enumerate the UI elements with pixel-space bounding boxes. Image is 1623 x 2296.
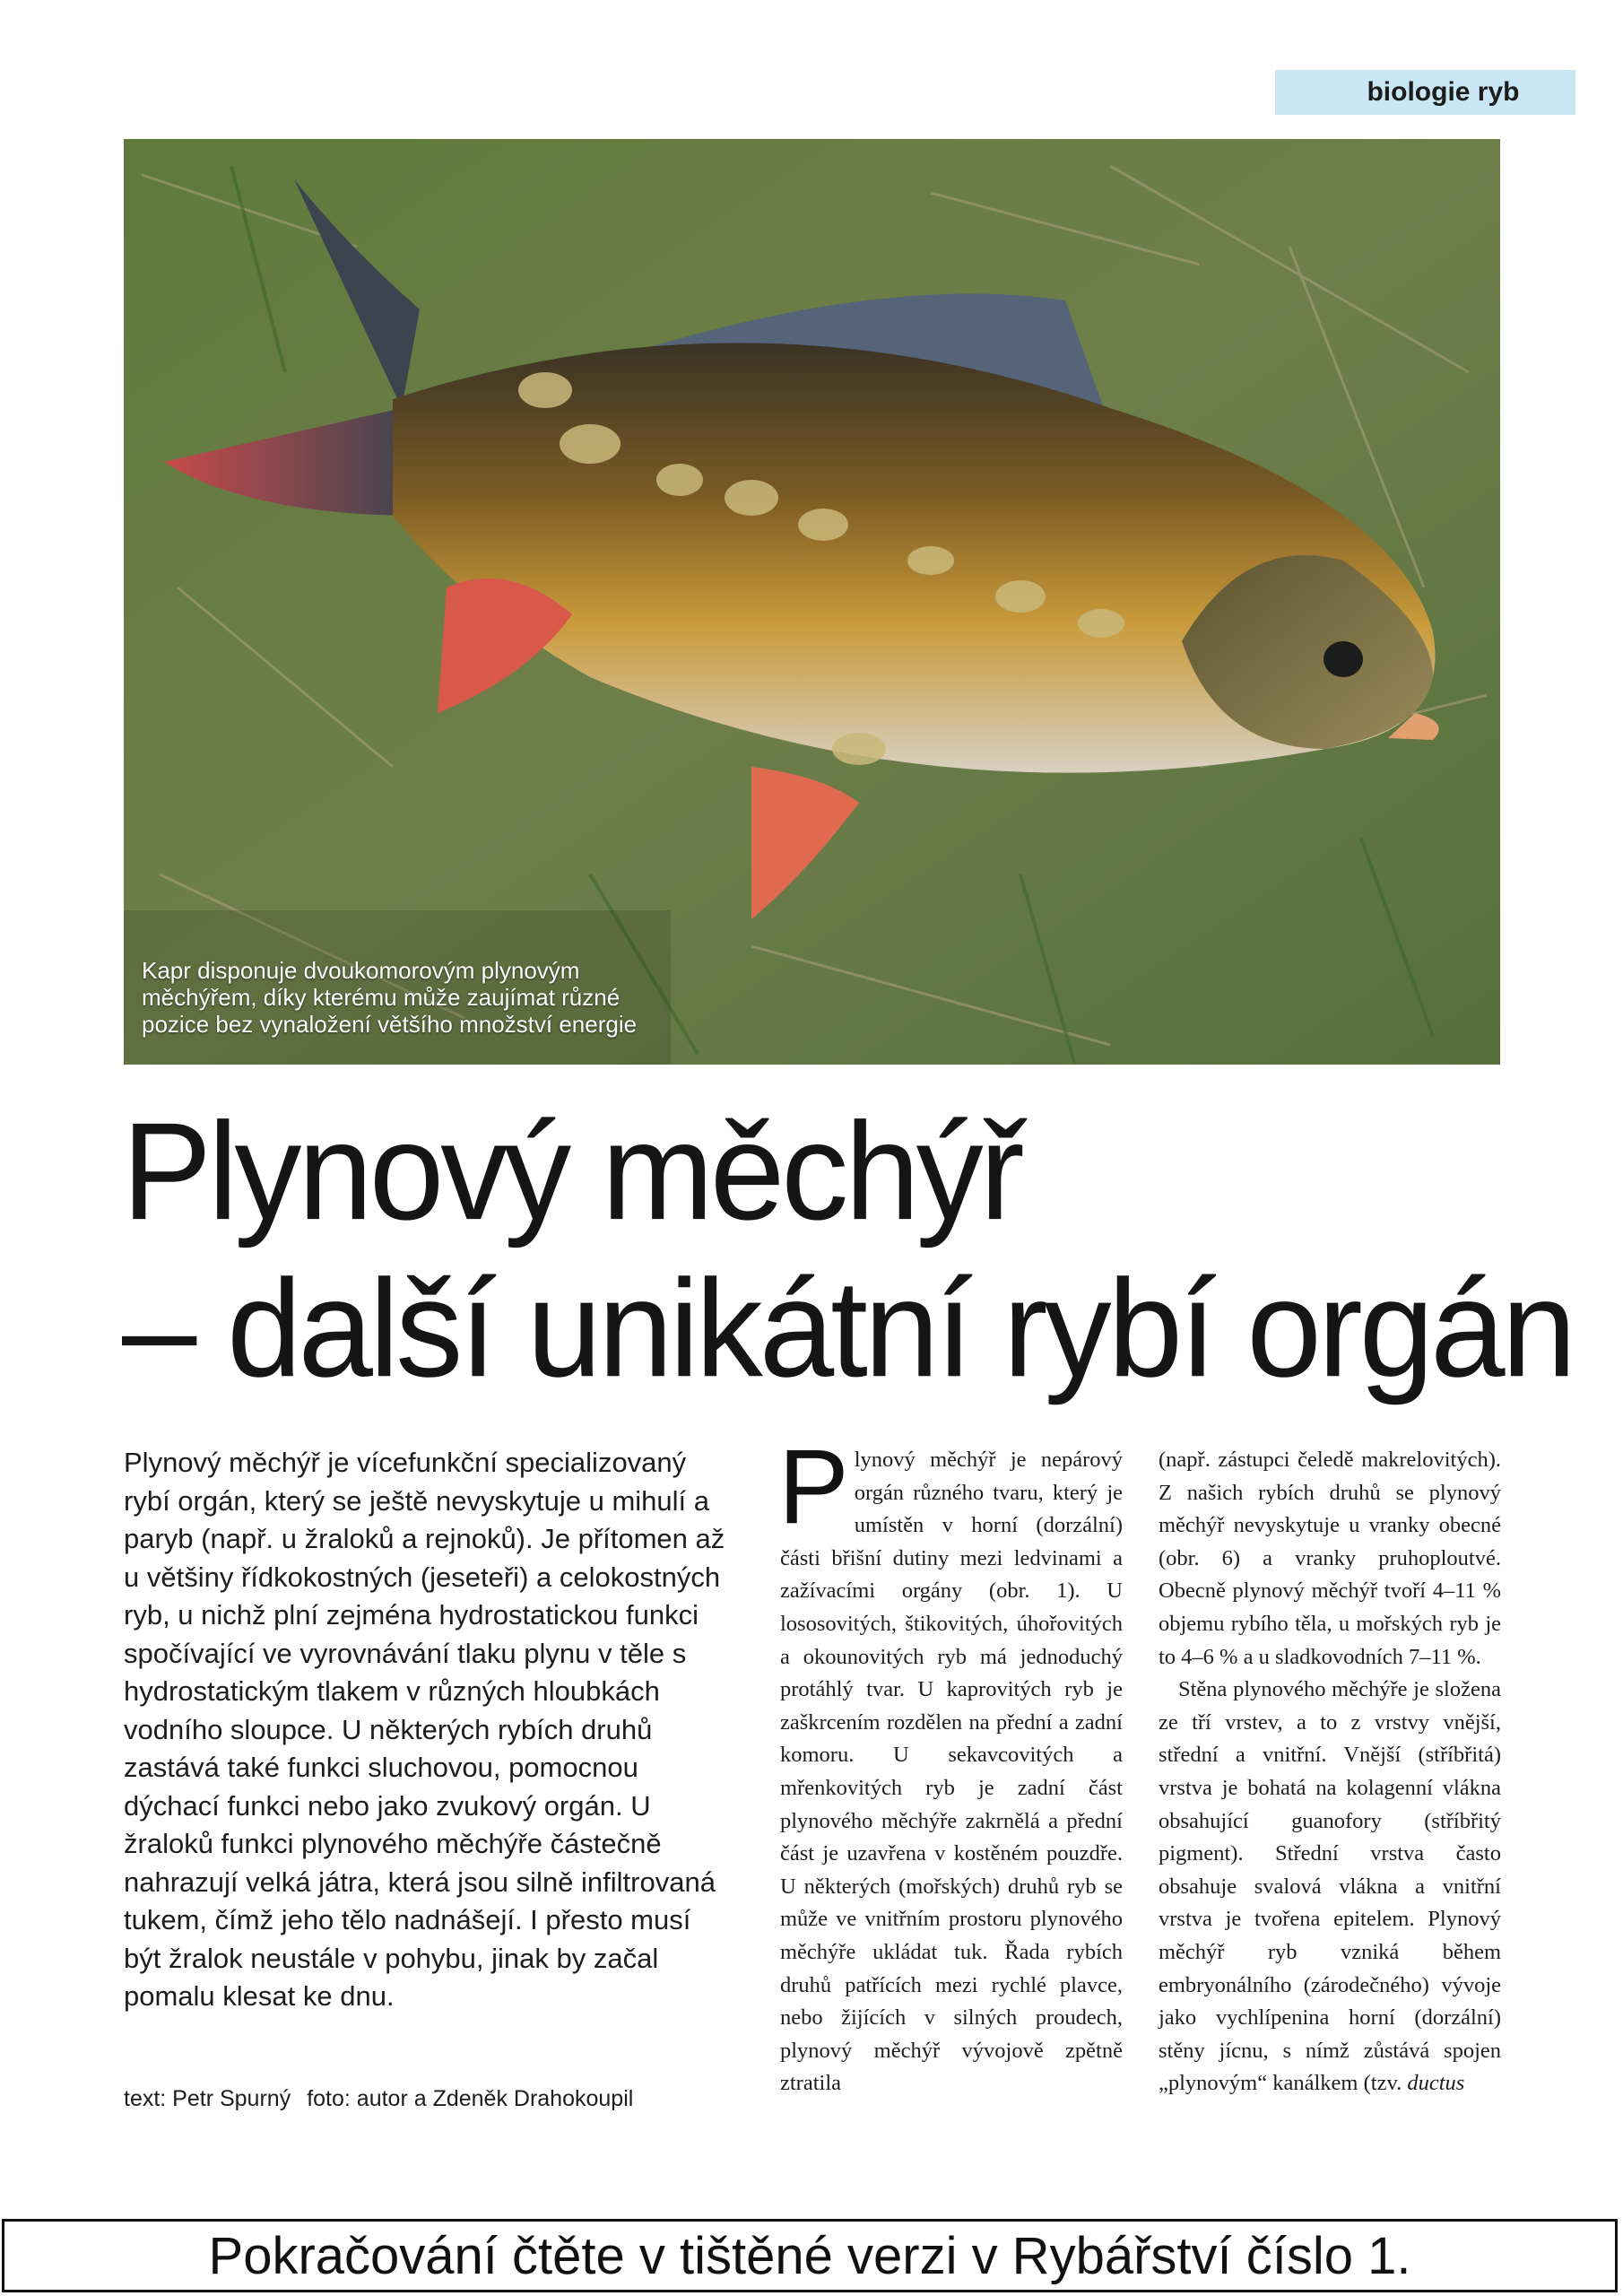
body-text-1: lynový měchýř je nepárový orgán různého tvaru, který je umístěn v horní (dorzální) části břišní dutiny mezi ledvinami a zažívacími orgány (obr. 1). U lososovitých, štikovitých, úhořovitých a okounovitých ryb má jednoduchý protáhlý tvar. U kaprovitých ryb je zaškrcením rozdělen na přední a zadní komoru. U sekavcovitých a mřenkovitých ryb je zadní část plynového měchýře zakrnělá a přední část je uzavřena v kostěném pouzdře. U některých (mořských) druhů ryb se může ve vnitřním prostoru plynového měchýře ukládat tuk. Řada rybích druhů patřících mezi rychlé plavce, nebo žijících v silných proudech, plynový měchýř vývojově zpětně ztratila [780, 1448, 1123, 2096]
body-paragraph-2a: (např. zástupci čeledě makrelovitých). Z našich rybích druhů se plynový měchýř nevyskytuje u vranky obecné (obr. 6) a vranky pruhoploutvé. Obecně plynový měchýř tvoří 4–11 % objemu rybího těla, u mořských ryb je to 4–6 % a u sladkovodních 7–11 %. [1159, 1448, 1501, 1669]
drop-cap: P [778, 1428, 849, 1546]
photo-credit: foto: autor a Zdeněk Drahokoupil [307, 2086, 634, 2111]
body-column-1 [778, 1428, 1123, 2100]
headline-line-2: – další unikátní rybí orgán [122, 1250, 1574, 1406]
credits [124, 2086, 751, 2112]
text-credit: text: Petr Spurný [124, 2086, 291, 2111]
article-headline [122, 1092, 1574, 1406]
body-paragraph-2b [1159, 1674, 1501, 2100]
carp-illustration [124, 139, 1500, 1065]
body-text-2b: Stěna plynového měchýře je složena ze tří vrstev, a to z vrstvy vnější, střední a vnitřní. Vnější (stříbřitá) vrstva je bohatá na kolagenní vlákna obsahující guanofory (stříbřitý pigment). Střední vrstva často obsahuje svalová vlákna a vnitřní vrstva je tvořena epitelem. Plynový měchýř ryb vzniká během embryonálního (zárodečného) vývoje jako vychlípenina horní (dorzální) stěny jícnu, s nímž zůstává spojen „plynovým“ kanálkem (tzv. [1159, 1677, 1501, 2096]
photo-caption: Kapr disponuje dvoukomorovým plynovým měchýřem, díky kterému může zaujímat různé pozice bez vynaložení většího množství energie [142, 957, 638, 1038]
section-tag: biologie ryb [1275, 70, 1575, 115]
lead-paragraph: Plynový měchýř je vícefunkční specializovaný rybí orgán, který se ještě nevyskytuje u mihulí a paryb (např. u žraloků a rejnoků). Je přítomen až u většiny řídkokostných (jeseteři) a celokostných ryb, u nichž plní zejména hydrostatickou funkci spočívající ve vyrovnávání tlaku plynu v těle s hydrostatickým tlakem v různých hloubkách vodního sloupce. U některých rybích druhů zastává také funkci sluchovou, pomocnou dýchací funkci nebo jako zvukový orgán. U žraloků funkci plynového měchýře částečně nahrazují velká játra, která jsou silně infiltrovaná tukem, čímž jeho tělo nadnášejí. I přesto musí být žralok neustále v pohybu, jinak by začal pomalu klesat ke dnu. [124, 1447, 725, 2012]
headline-line-1: Plynový měchýř [122, 1093, 1021, 1249]
body-latin-term: ductus [1407, 2071, 1465, 2096]
carp-photo [124, 139, 1500, 1065]
continuation-notice: Pokračování čtěte v tištěné verzi v Rybářství číslo 1. [2, 2219, 1618, 2292]
body-column-2 [1159, 1444, 1501, 2100]
